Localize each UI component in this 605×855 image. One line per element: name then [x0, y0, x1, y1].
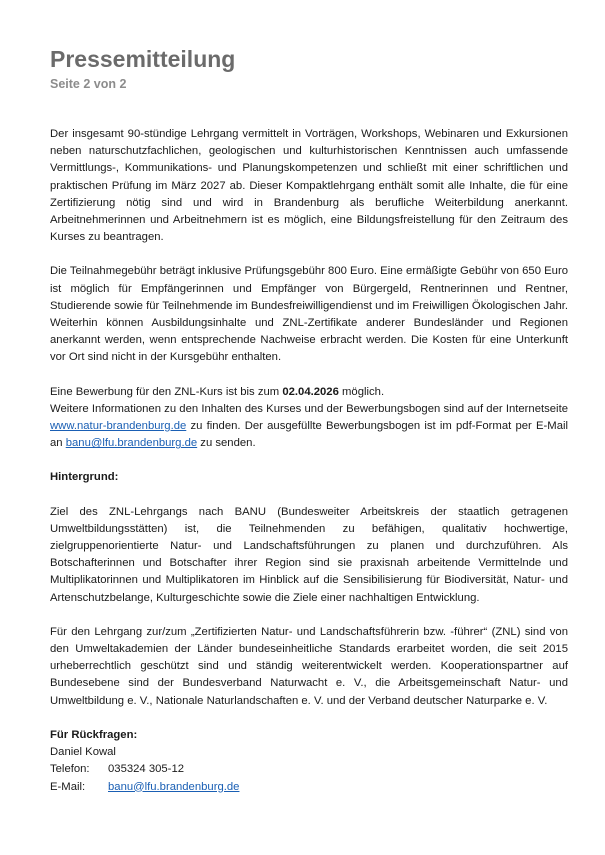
- info-suffix: zu senden.: [197, 437, 256, 450]
- paragraph-background-goal: Ziel des ZNL-Lehrgangs nach BANU (Bundesweiter Arbeitskreis der staatlich getragenen Umweltbildungsstätten) ist, die Teilnehmenden zu befähigen, qualitativ hochwertige, zielgruppenorientierte Natur- und Landschaftsführungen zu planen und durchzuführen. Als Botschafterinnen und Botschafter ihrer Region sind sie praxisnah arbeitende Vermittelnde und Multiplikatorinnen und Multiplikatoren im Hinblick auf die Sensibilisierung für Biodiversität, Natur- und Artenschutzbelange, Kulturgeschichte sowie die Ziele einer nachhaltigen Entwicklung.: [50, 505, 568, 604]
- contact-block: [50, 727, 568, 796]
- deadline-date: 02.04.2026: [282, 385, 339, 398]
- application-deadline-line: [50, 384, 568, 401]
- contact-name: Daniel Kowal: [50, 746, 116, 759]
- contact-phone-row: [50, 761, 568, 778]
- page-title: Pressemitteilung: [50, 46, 236, 72]
- paragraph-background-standards: Für den Lehrgang zur/zum „Zertifizierten Natur- und Landschaftsführerin bzw. -führer“ (ZNL) sind von den Umweltakademien der Länder bundeseinheitliche Standards erarbeitet worden, die seit 2015 urheberrechtlich geschützt sind und ständig weiterentwickelt werden. Kooperationspartner auf Bundesebene sind der Bundesverband Naturwacht e. V., die Arbeitsgemeinschaft Natur- und Umweltbildung e. V., Nationale Naturlandschaften e. V. und der Verband deutscher Naturparke e. V.: [50, 625, 568, 707]
- paragraph-application: [50, 384, 568, 453]
- contact-email-row: [50, 779, 568, 796]
- document-page: [50, 44, 568, 796]
- deadline-prefix: Eine Bewerbung für den ZNL-Kurs ist bis zum: [50, 385, 283, 398]
- info-prefix: Weitere Informationen zu den Inhalten des Kurses und der Bewerbungsbogen sind auf der Internetseite: [50, 402, 568, 415]
- deadline-suffix: möglich.: [338, 385, 385, 398]
- info-middle: zu finden. Der ausgefüllte Bewerbungsbogen ist im pdf-Format per E-Mail an: [50, 420, 568, 450]
- email-label: E-Mail:: [50, 780, 86, 793]
- paragraph-course-content: Der insgesamt 90-stündige Lehrgang vermittelt in Vorträgen, Workshops, Webinaren und Exkursionen neben naturschutzfachlichen, geologischen und kulturhistorischen Kenntnissen auch umfassende Vermittlungs-, Kommunikations- und Planungskompetenzen und schließt mit einer schriftlichen und praktischen Prüfung im März 2027 ab. Dieser Kompaktlehrgang enthält somit alle Inhalte, die für eine Zertifizierung nötig sind und wird in Brandenburg als berufliche Weiterbildung anerkannt. Arbeitnehmerinnen und Arbeitnehmern ist es möglich, eine Bildungsfreistellung für den Zeitraum des Kurses zu beantragen.: [50, 128, 568, 244]
- phone-label: Telefon:: [50, 763, 90, 776]
- phone-value: 035324 305-12: [108, 763, 185, 776]
- paragraph-fees: Die Teilnahmegebühr beträgt inklusive Prüfungsgebühr 800 Euro. Eine ermäßigte Gebühr von 650 Euro ist möglich für Empfängerinnen und Empfänger von Bürgergeld, Rentnerinnen und Rentner, Studierende sowie für Teilnehmende im Bundesfreiwilligendienst und im Freiwilligen Ökologischen Jahr. Weiterhin können Ausbildungsinhalte und ZNL-Zertifikate anderer Bundesländer und Regionen anerkannt werden, wenn entsprechende Nachweise erbracht werden. Die Kosten für eine Unterkunft vor Ort sind nicht in der Kursgebühr enthalten.: [50, 265, 568, 364]
- email-link[interactable]: banu@lfu.brandenburg.de: [65, 437, 198, 450]
- contact-email-link[interactable]: banu@lfu.brandenburg.de: [108, 780, 240, 793]
- website-link[interactable]: www.natur-brandenburg.de: [50, 420, 187, 433]
- page-number: Seite 2 von 2: [50, 77, 127, 91]
- background-heading: Hintergrund:: [50, 471, 119, 484]
- contact-heading: Für Rückfragen:: [50, 728, 138, 741]
